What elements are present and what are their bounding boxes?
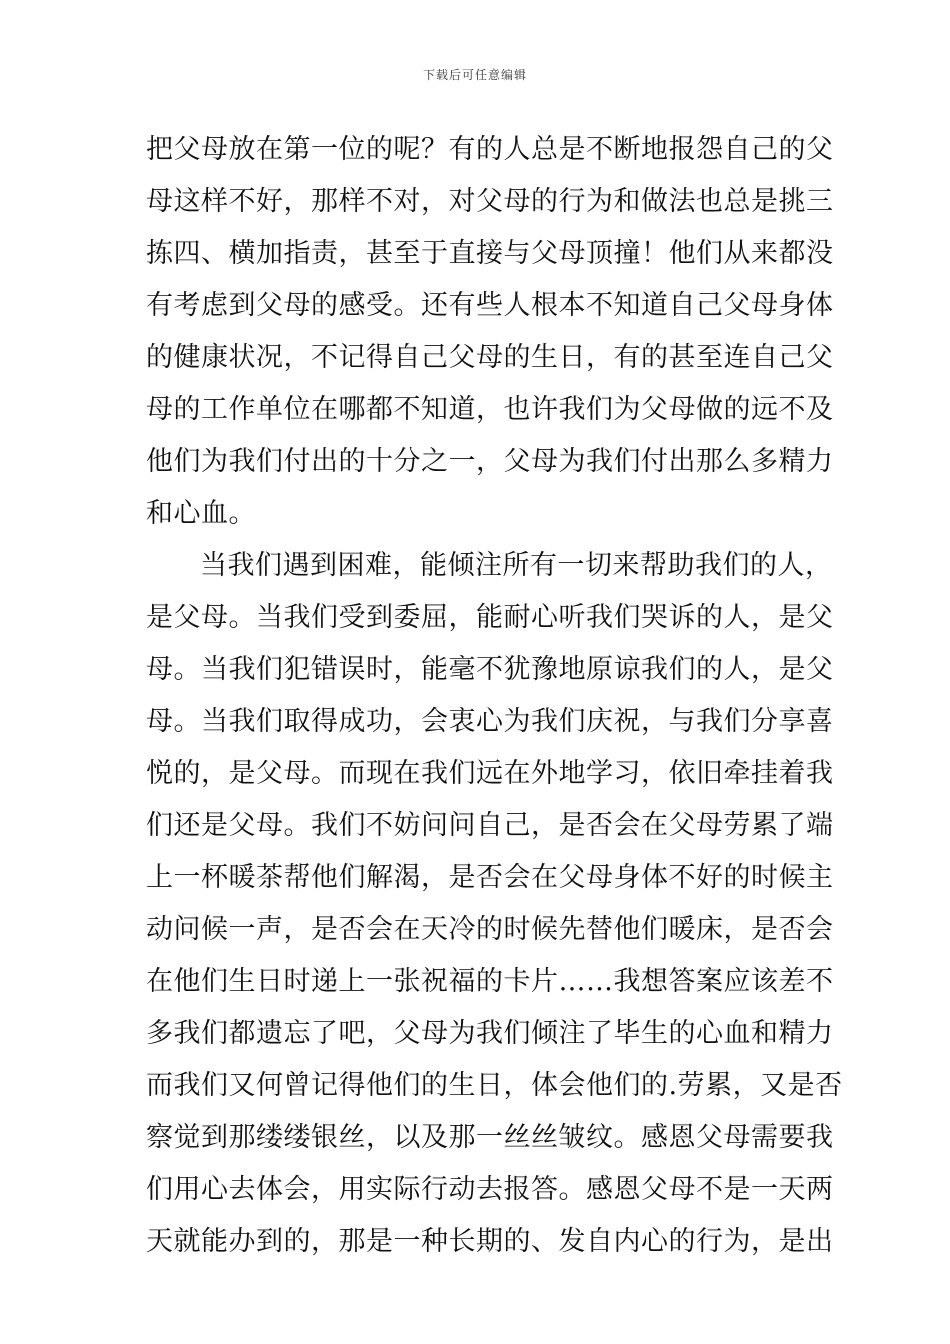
document-body bbox=[146, 124, 843, 1268]
text-line: 而我们又何曾记得他们的生日，体会他们的.劳累，又是否 bbox=[146, 1070, 843, 1101]
text-line: 母。当我们犯错误时，能毫不犹豫地原谅我们的人，是父 bbox=[146, 654, 834, 685]
text-line: 母这样不好，那样不对，对父母的行为和做法也总是挑三 bbox=[146, 186, 834, 217]
text-line: 天就能办到的，那是一种长期的、发自内心的行为，是出 bbox=[146, 1226, 834, 1257]
text-line: 是父母。当我们受到委屈，能耐心听我们哭诉的人，是父 bbox=[146, 602, 834, 633]
text-line: 有考虑到父母的感受。还有些人根本不知道自己父母身体 bbox=[146, 290, 834, 321]
text-line: 把父母放在第一位的呢？有的人总是不断地报怨自己的父 bbox=[146, 134, 834, 165]
page-header: 下载后可任意编辑 bbox=[422, 68, 527, 82]
text-line: 拣四、横加指责，甚至于直接与父母顶撞！他们从来都没 bbox=[146, 238, 834, 269]
text-line: 多我们都遗忘了吧，父母为我们倾注了毕生的心血和精力 bbox=[146, 1018, 834, 1049]
text-line: 当我们遇到困难，能倾注所有一切来帮助我们的人， bbox=[200, 550, 833, 581]
text-line: 母。当我们取得成功，会衷心为我们庆祝，与我们分享喜 bbox=[146, 706, 834, 737]
paragraph-1 bbox=[146, 124, 834, 540]
text-line: 察觉到那缕缕银丝，以及那一丝丝皱纹。感恩父母需要我 bbox=[146, 1122, 834, 1153]
text-line: 悦的，是父母。而现在我们远在外地学习，依旧牵挂着我 bbox=[146, 758, 834, 789]
text-line: 和心血。 bbox=[146, 498, 256, 529]
text-line: 动问候一声，是否会在天冷的时候先替他们暖床，是否会 bbox=[146, 914, 834, 945]
text-line: 的健康状况，不记得自己父母的生日，有的甚至连自己父 bbox=[146, 342, 834, 373]
text-line: 母的工作单位在哪都不知道，也许我们为父母做的远不及 bbox=[146, 394, 834, 425]
text-line: 们还是父母。我们不妨问问自己，是否会在父母劳累了端 bbox=[146, 810, 834, 841]
text-line: 在他们生日时递上一张祝福的卡片……我想答案应该差不 bbox=[146, 966, 834, 997]
text-line: 们用心去体会，用实际行动去报答。感恩父母不是一天两 bbox=[146, 1174, 834, 1205]
text-line: 上一杯暖茶帮他们解渴，是否会在父母身体不好的时候主 bbox=[146, 862, 834, 893]
text-line: 他们为我们付出的十分之一，父母为我们付出那么多精力 bbox=[146, 446, 834, 477]
paragraph-2 bbox=[146, 540, 843, 1268]
